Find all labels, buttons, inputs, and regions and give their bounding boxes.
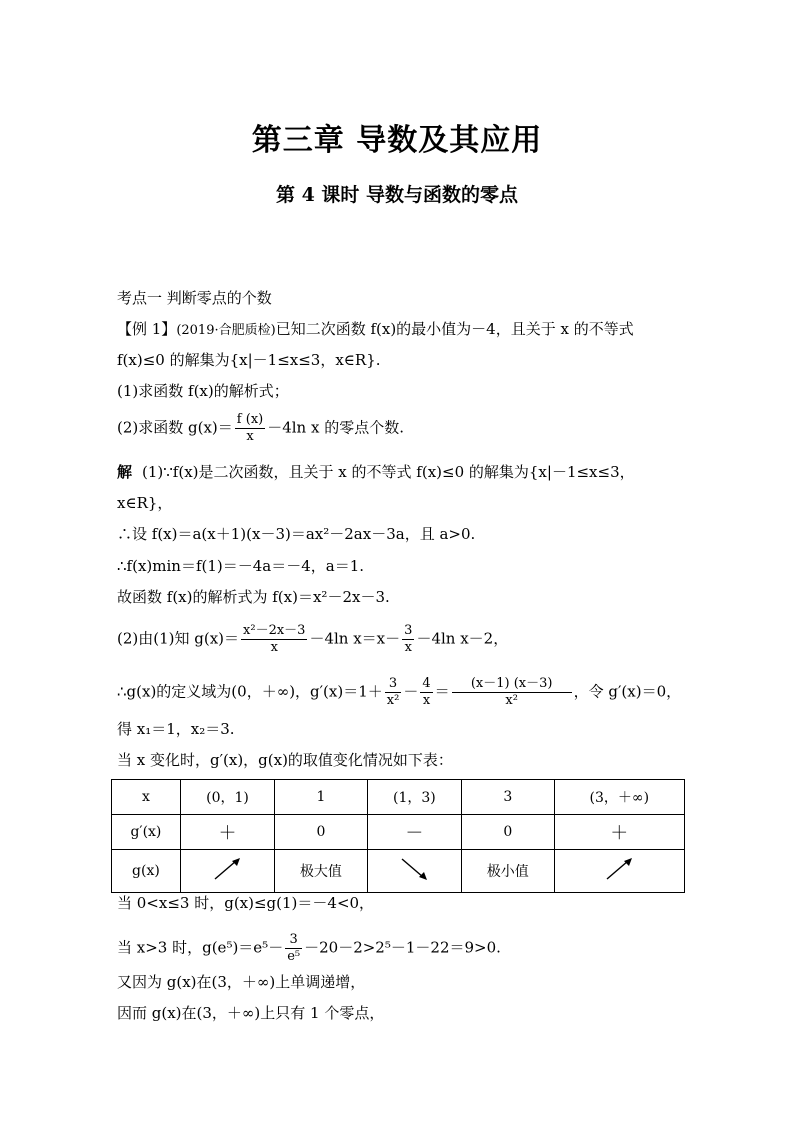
- increasing-arrow-icon: [210, 855, 244, 883]
- solution-line-2: x∈R}，: [117, 494, 173, 512]
- table-cell: x: [112, 780, 181, 815]
- table-cell: (0，1): [180, 780, 274, 815]
- l7-suffix: ，令 g′(x)＝0，: [573, 682, 682, 701]
- l6-prefix: (2)由(1)知 g(x)＝: [117, 629, 240, 648]
- increasing-arrow-icon: [602, 855, 636, 883]
- table-cell: 极大值: [275, 850, 368, 893]
- q2-numerator: f (x): [236, 412, 264, 427]
- question-2: [117, 412, 404, 445]
- l6-fraction-2: [402, 623, 414, 656]
- solution-line-8: 得 x₁＝1，x₂＝3.: [117, 720, 235, 738]
- l7-equals: ＝: [434, 682, 450, 701]
- solution-line-12: 又因为 g(x)在(3，＋∞)上单调递增，: [117, 973, 366, 991]
- table-cell: g(x): [112, 850, 181, 893]
- table-cell: [554, 850, 684, 893]
- l6-numerator-2: 3: [404, 623, 413, 638]
- l6-middle: －4ln x＝x－: [309, 629, 401, 648]
- solution-text-1: (1)∵f(x)是二次函数，且关于 x 的不等式 f(x)≤0 的解集为{x|－1≤x≤3，: [142, 463, 635, 481]
- q2-prefix: (2)求函数 g(x)＝: [117, 418, 233, 437]
- l6-denominator-2: x: [404, 640, 412, 655]
- l6-denominator-1: x: [270, 640, 278, 655]
- table-cell: 3: [461, 780, 554, 815]
- solution-line-11: [117, 932, 501, 965]
- table-cell: (1，3): [367, 780, 461, 815]
- solution-line-6: [117, 623, 508, 656]
- table-cell: [180, 850, 274, 893]
- l6-numerator-1: x²－2x－3: [243, 623, 306, 638]
- l6-fraction-1: [241, 623, 307, 656]
- l11-prefix: 当 x>3 时，g(e⁵)＝e⁵－: [117, 938, 284, 957]
- table-cell: ＋: [180, 815, 274, 850]
- l7-fraction-2: [420, 676, 432, 709]
- l7-denominator-3: x²: [505, 693, 518, 708]
- solution-line-9: 当 x 变化时，g′(x)，g(x)的取值变化情况如下表：: [117, 751, 453, 769]
- example-text-1: 已知二次函数 f(x)的最小值为－4，且关于 x 的不等式: [275, 320, 634, 338]
- l11-denominator: e⁵: [287, 949, 301, 964]
- l7-numerator-1: 3: [385, 676, 402, 693]
- example-line-2: f(x)≤0 的解集为{x|－1≤x≤3，x∈R}.: [117, 351, 381, 369]
- l6-suffix: －4ln x－2，: [416, 629, 509, 648]
- l7-fraction-3: [452, 676, 572, 709]
- l7-denominator-1: x²: [386, 693, 400, 708]
- solution-line-4: ∴f(x)min＝f(1)＝－4a＝－4，a＝1.: [117, 557, 365, 575]
- table-cell: 0: [461, 815, 554, 850]
- table-row: [112, 815, 685, 850]
- l7-numerator-3: (x－1) (x－3): [452, 676, 572, 693]
- l11-suffix: －20－2>2⁵－1－22＝9>0.: [304, 938, 501, 957]
- l7-fraction-1: [385, 676, 402, 709]
- example-tag: 【例 1】: [117, 320, 177, 338]
- l7-minus: －: [403, 682, 419, 701]
- question-1: (1)求函数 f(x)的解析式；: [117, 382, 289, 400]
- solution-line-7: [117, 676, 681, 709]
- section-heading: 考点一 判断零点的个数: [117, 289, 272, 307]
- l11-numerator: 3: [285, 932, 302, 949]
- solution-line-10: 当 0<x≤3 时，g(x)≤g(1)＝－4<0，: [117, 894, 375, 912]
- decreasing-arrow-icon: [397, 855, 431, 883]
- table-cell: g′(x): [112, 815, 181, 850]
- l7-numerator-2: 4: [422, 676, 431, 691]
- lesson-subtitle: 第 4 课时 导数与函数的零点: [275, 184, 519, 206]
- table-row: [112, 780, 685, 815]
- l7-denominator-2: x: [422, 693, 431, 708]
- chapter-title: 第三章 导数及其应用: [251, 123, 543, 158]
- solution-line-1: [117, 462, 635, 482]
- variation-table: [111, 779, 685, 893]
- example-source: (2019·合肥质检): [176, 323, 276, 338]
- solution-line-3: ∴设 f(x)＝a(x＋1)(x－3)＝ax²－2ax－3a，且 a>0.: [117, 525, 476, 543]
- l11-fraction: [285, 932, 302, 965]
- table-cell: －: [367, 815, 461, 850]
- table-cell: 0: [275, 815, 368, 850]
- q2-fraction: [235, 412, 265, 445]
- solution-lead: 解: [117, 463, 133, 481]
- table-cell: 极小值: [461, 850, 554, 893]
- example-line-1: [117, 319, 634, 341]
- table-row: [112, 850, 685, 893]
- table-cell: ＋: [554, 815, 684, 850]
- l7-prefix: ∴g(x)的定义域为(0，＋∞)，g′(x)＝1＋: [117, 682, 383, 701]
- solution-line-13: 因而 g(x)在(3，＋∞)上只有 1 个零点，: [117, 1004, 385, 1022]
- solution-line-5: 故函数 f(x)的解析式为 f(x)＝x²－2x－3.: [117, 588, 390, 606]
- table-cell: (3，＋∞): [554, 780, 684, 815]
- table-cell: 1: [275, 780, 368, 815]
- q2-suffix: －4ln x 的零点个数.: [267, 418, 404, 437]
- q2-denominator: x: [246, 429, 254, 444]
- table-cell: [367, 850, 461, 893]
